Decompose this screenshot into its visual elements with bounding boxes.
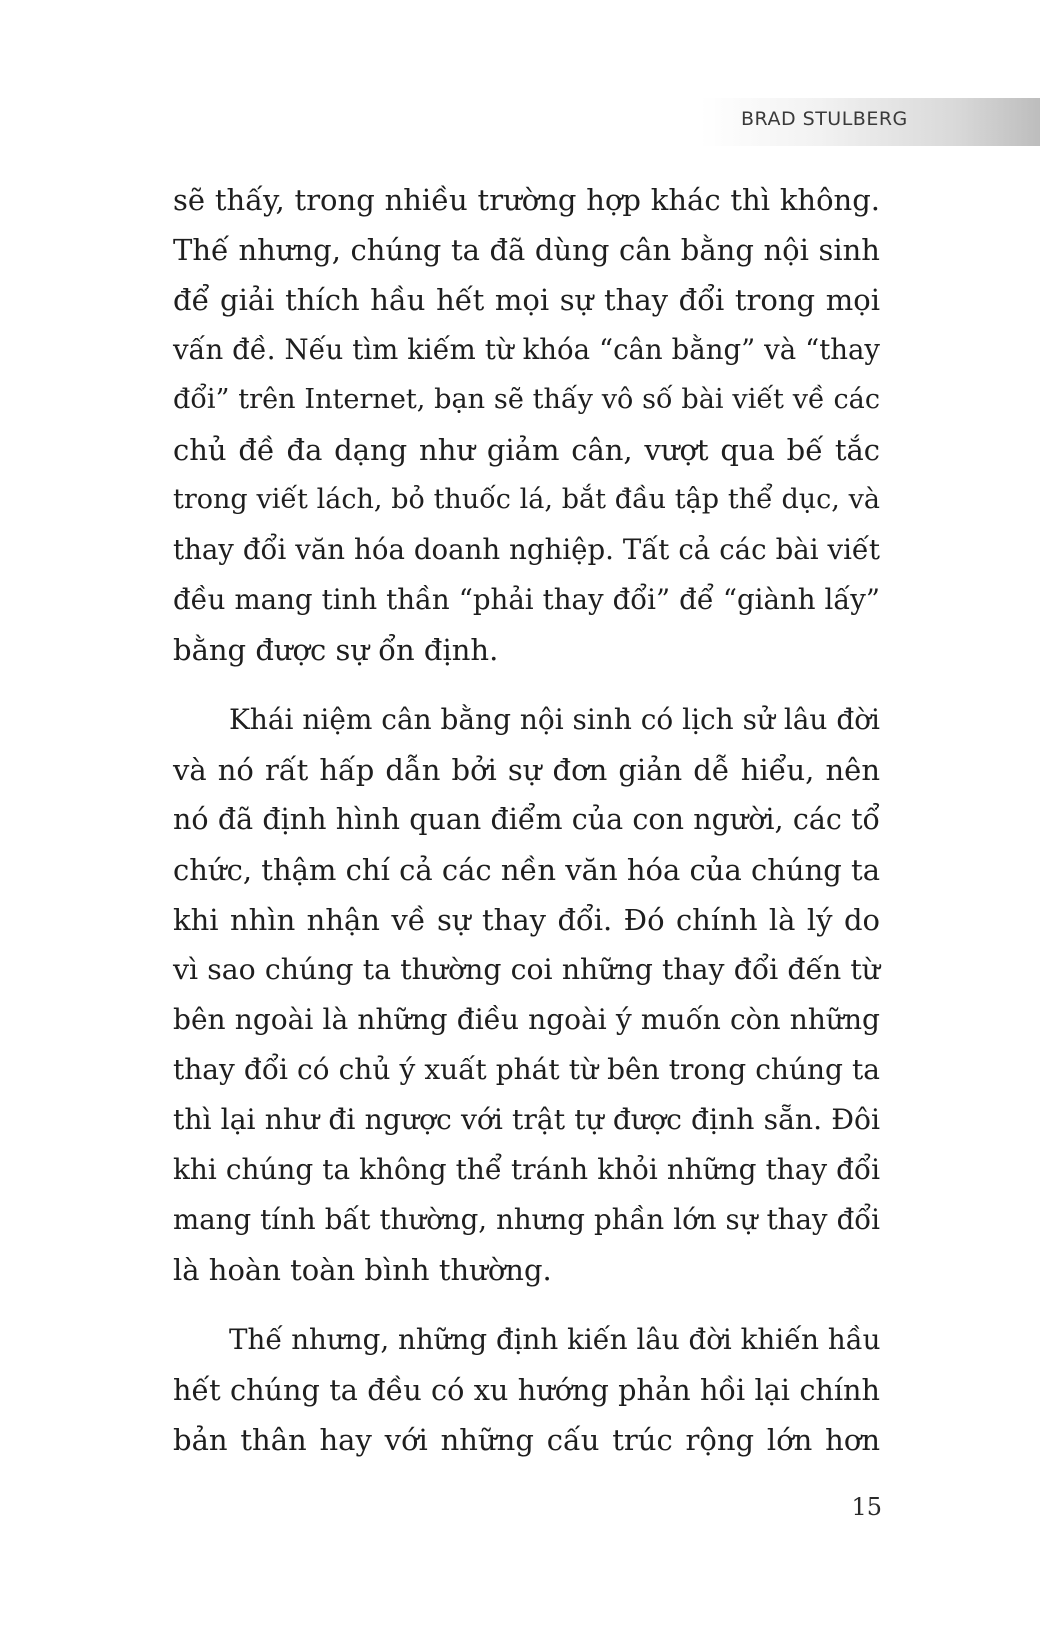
text-line: chủ đề đa dạng như giảm cân, vượt qua bế tắc bbox=[173, 433, 880, 467]
text-line: đều mang tinh thần “phải thay đổi” để “giành lấy” bbox=[173, 583, 880, 616]
text-line: bản thân hay với những cấu trúc rộng lớn hơn bbox=[173, 1423, 880, 1457]
text-line: trong viết lách, bỏ thuốc lá, bắt đầu tập thể dục, và bbox=[173, 484, 880, 515]
paragraph-gap bbox=[173, 675, 880, 695]
running-header-author: BRAD STULBERG bbox=[741, 108, 908, 130]
text-line: Khái niệm cân bằng nội sinh có lịch sử lâu đời bbox=[229, 703, 880, 736]
text-line: vấn đề. Nếu tìm kiếm từ khóa “cân bằng” và “thay bbox=[173, 334, 880, 366]
text-line: và nó rất hấp dẫn bởi sự đơn giản dễ hiểu, nên bbox=[173, 753, 880, 787]
text-line: khi nhìn nhận về sự thay đổi. Đó chính là lý do bbox=[173, 903, 880, 937]
text-line: Thế nhưng, những định kiến lâu đời khiến hầu bbox=[229, 1323, 881, 1356]
page-number: 15 bbox=[851, 1493, 882, 1521]
paragraph-gap bbox=[173, 1295, 880, 1315]
text-line: chức, thậm chí cả các nền văn hóa của chúng ta bbox=[173, 853, 880, 887]
text-line: vì sao chúng ta thường coi những thay đổi đến từ bbox=[173, 953, 880, 986]
text-line: khi chúng ta không thể tránh khỏi những thay đổi bbox=[173, 1153, 880, 1186]
text-line: bên ngoài là những điều ngoài ý muốn còn những bbox=[173, 1003, 880, 1036]
text-line: bằng được sự ổn định. bbox=[173, 633, 499, 667]
text-line: đổi” trên Internet, bạn sẽ thấy vô số bài viết về các bbox=[173, 384, 880, 415]
body-text bbox=[173, 175, 880, 1465]
text-line: thay đổi văn hóa doanh nghiệp. Tất cả các bài viết bbox=[173, 533, 880, 566]
text-line: để giải thích hầu hết mọi sự thay đổi trong mọi bbox=[173, 283, 880, 317]
text-line: mang tính bất thường, nhưng phần lớn sự thay đổi bbox=[173, 1203, 880, 1236]
text-line: nó đã định hình quan điểm của con người, các tổ bbox=[173, 803, 880, 836]
text-line: sẽ thấy, trong nhiều trường hợp khác thì không. bbox=[173, 183, 880, 217]
text-line: là hoàn toàn bình thường. bbox=[173, 1253, 552, 1287]
text-line: thì lại như đi ngược với trật tự được định sẵn. Đôi bbox=[173, 1103, 880, 1136]
text-line: thay đổi có chủ ý xuất phát từ bên trong chúng ta bbox=[173, 1053, 880, 1086]
text-line: hết chúng ta đều có xu hướng phản hồi lại chính bbox=[173, 1373, 880, 1407]
text-line: Thế nhưng, chúng ta đã dùng cân bằng nội sinh bbox=[173, 233, 880, 267]
